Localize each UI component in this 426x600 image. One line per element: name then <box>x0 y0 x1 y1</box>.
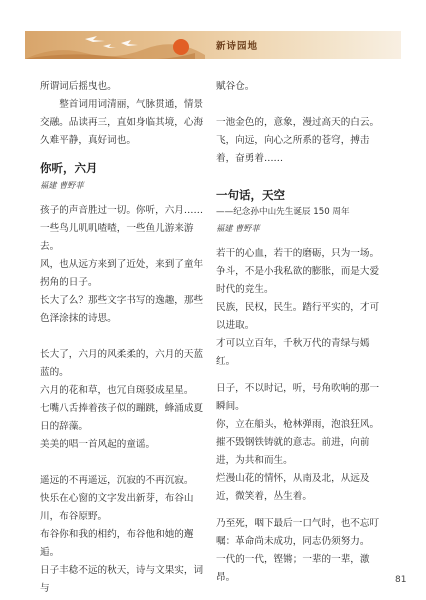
crane-icon <box>121 40 138 46</box>
section-banner <box>25 31 401 59</box>
poem-line: 乃至死，咽下最后一口气时，也不忘叮嘱：革命尚未成功，同志仍须努力。 <box>216 518 380 547</box>
poem-line: 遥远的不再遥远，沉寂的不再沉寂。 <box>40 475 194 486</box>
poem-line: 民族，民权，民生。踏行平实的，才可以进取。 <box>216 302 380 331</box>
poem-line: 风，也从远方来到了近处，来到了童年拐角的日子。 <box>40 259 204 288</box>
section-title: 新诗园地 <box>216 41 259 52</box>
poem-line: 孩子的声音胜过一切。你听，六月…… <box>40 205 204 216</box>
poem-line: 才可以立百年，千秋万代的青绿与嫣红。 <box>216 338 370 367</box>
poem-title: 你听，六月 <box>40 161 98 175</box>
crane-icon <box>85 36 105 42</box>
poem-line: 布谷你和我的相约，布谷他和她的邂逅。 <box>40 529 194 558</box>
sun-icon <box>173 39 189 55</box>
poem-subtitle: ——纪念孙中山先生诞辰 150 周年 <box>216 207 350 217</box>
poem-line: 摧不毁钢铁铸就的意志。前进，向前进，为共和而生。 <box>216 437 370 466</box>
poem-line: 争斗，不是小我私欲的膨胀，而是大爱时代的竞生。 <box>216 266 380 295</box>
paragraph: 所谓词后摇曳也。 <box>40 81 117 92</box>
poem-line: 一池金色的，意象，漫过高天的白云。 <box>216 117 380 128</box>
poem-author: 福建 曹野菲 <box>216 223 260 233</box>
page-number: 81 <box>395 575 407 585</box>
poem-title: 一句话，天空 <box>216 188 285 202</box>
poem-line: 日子丰稔不远的秋天，诗与文果实，词与 <box>40 565 204 594</box>
poem-line: 七嘴八舌捧着孩子似的蹦跳，蜂涌成夏日的辞藻。 <box>40 403 204 432</box>
right-column <box>216 78 388 587</box>
paragraph: 整首词用词清丽，气脉贯通，情景交融。品读再三，直如身临其境，心海久难平静，真好词也。 <box>40 99 204 146</box>
left-column <box>40 78 212 598</box>
poem-line: 一代的一代，铿锵；一辈的一辈，激昂。 <box>216 554 370 583</box>
poem-line: 长大了么？那些文字书写的逸趣，那些色泽涂抹的诗思。 <box>40 295 204 324</box>
poem-line: 美美的唱一首风起的童谣。 <box>40 439 156 450</box>
poem-line: 快乐在心窗的文字发出新芽，布谷山川，布谷原野。 <box>40 493 194 522</box>
poem-line: 日子，不以时记，听，号角吹响的那一瞬间。 <box>216 383 380 412</box>
poem-author: 福建 曹野菲 <box>40 180 84 190</box>
poem-line: 烂漫山花的情怀，从南及北，从远及近，微笑着，丛生着。 <box>216 473 370 502</box>
poem-line: 若干的心血，若干的磨砺，只为一场。 <box>216 248 380 259</box>
poem-line: 一些鸟儿叽叽喳喳，一些鱼儿游来游去。 <box>40 223 194 252</box>
poem-line: 长大了，六月的风柔柔的，六月的天蓝蓝的。 <box>40 349 204 378</box>
poem-line: 六月的花和草，也冗自斑驳成星星。 <box>40 385 194 396</box>
poem-line: 你，立在船头，枪林弹雨，泡浪狂风。 <box>216 419 380 430</box>
crane-icon <box>103 44 116 48</box>
poem-line: 飞，向远，向心之所系的苍穹，搏击着，奋勇着…… <box>216 135 370 164</box>
landscape-illustration <box>25 31 401 59</box>
poem-line: 赋谷仓。 <box>216 81 255 92</box>
